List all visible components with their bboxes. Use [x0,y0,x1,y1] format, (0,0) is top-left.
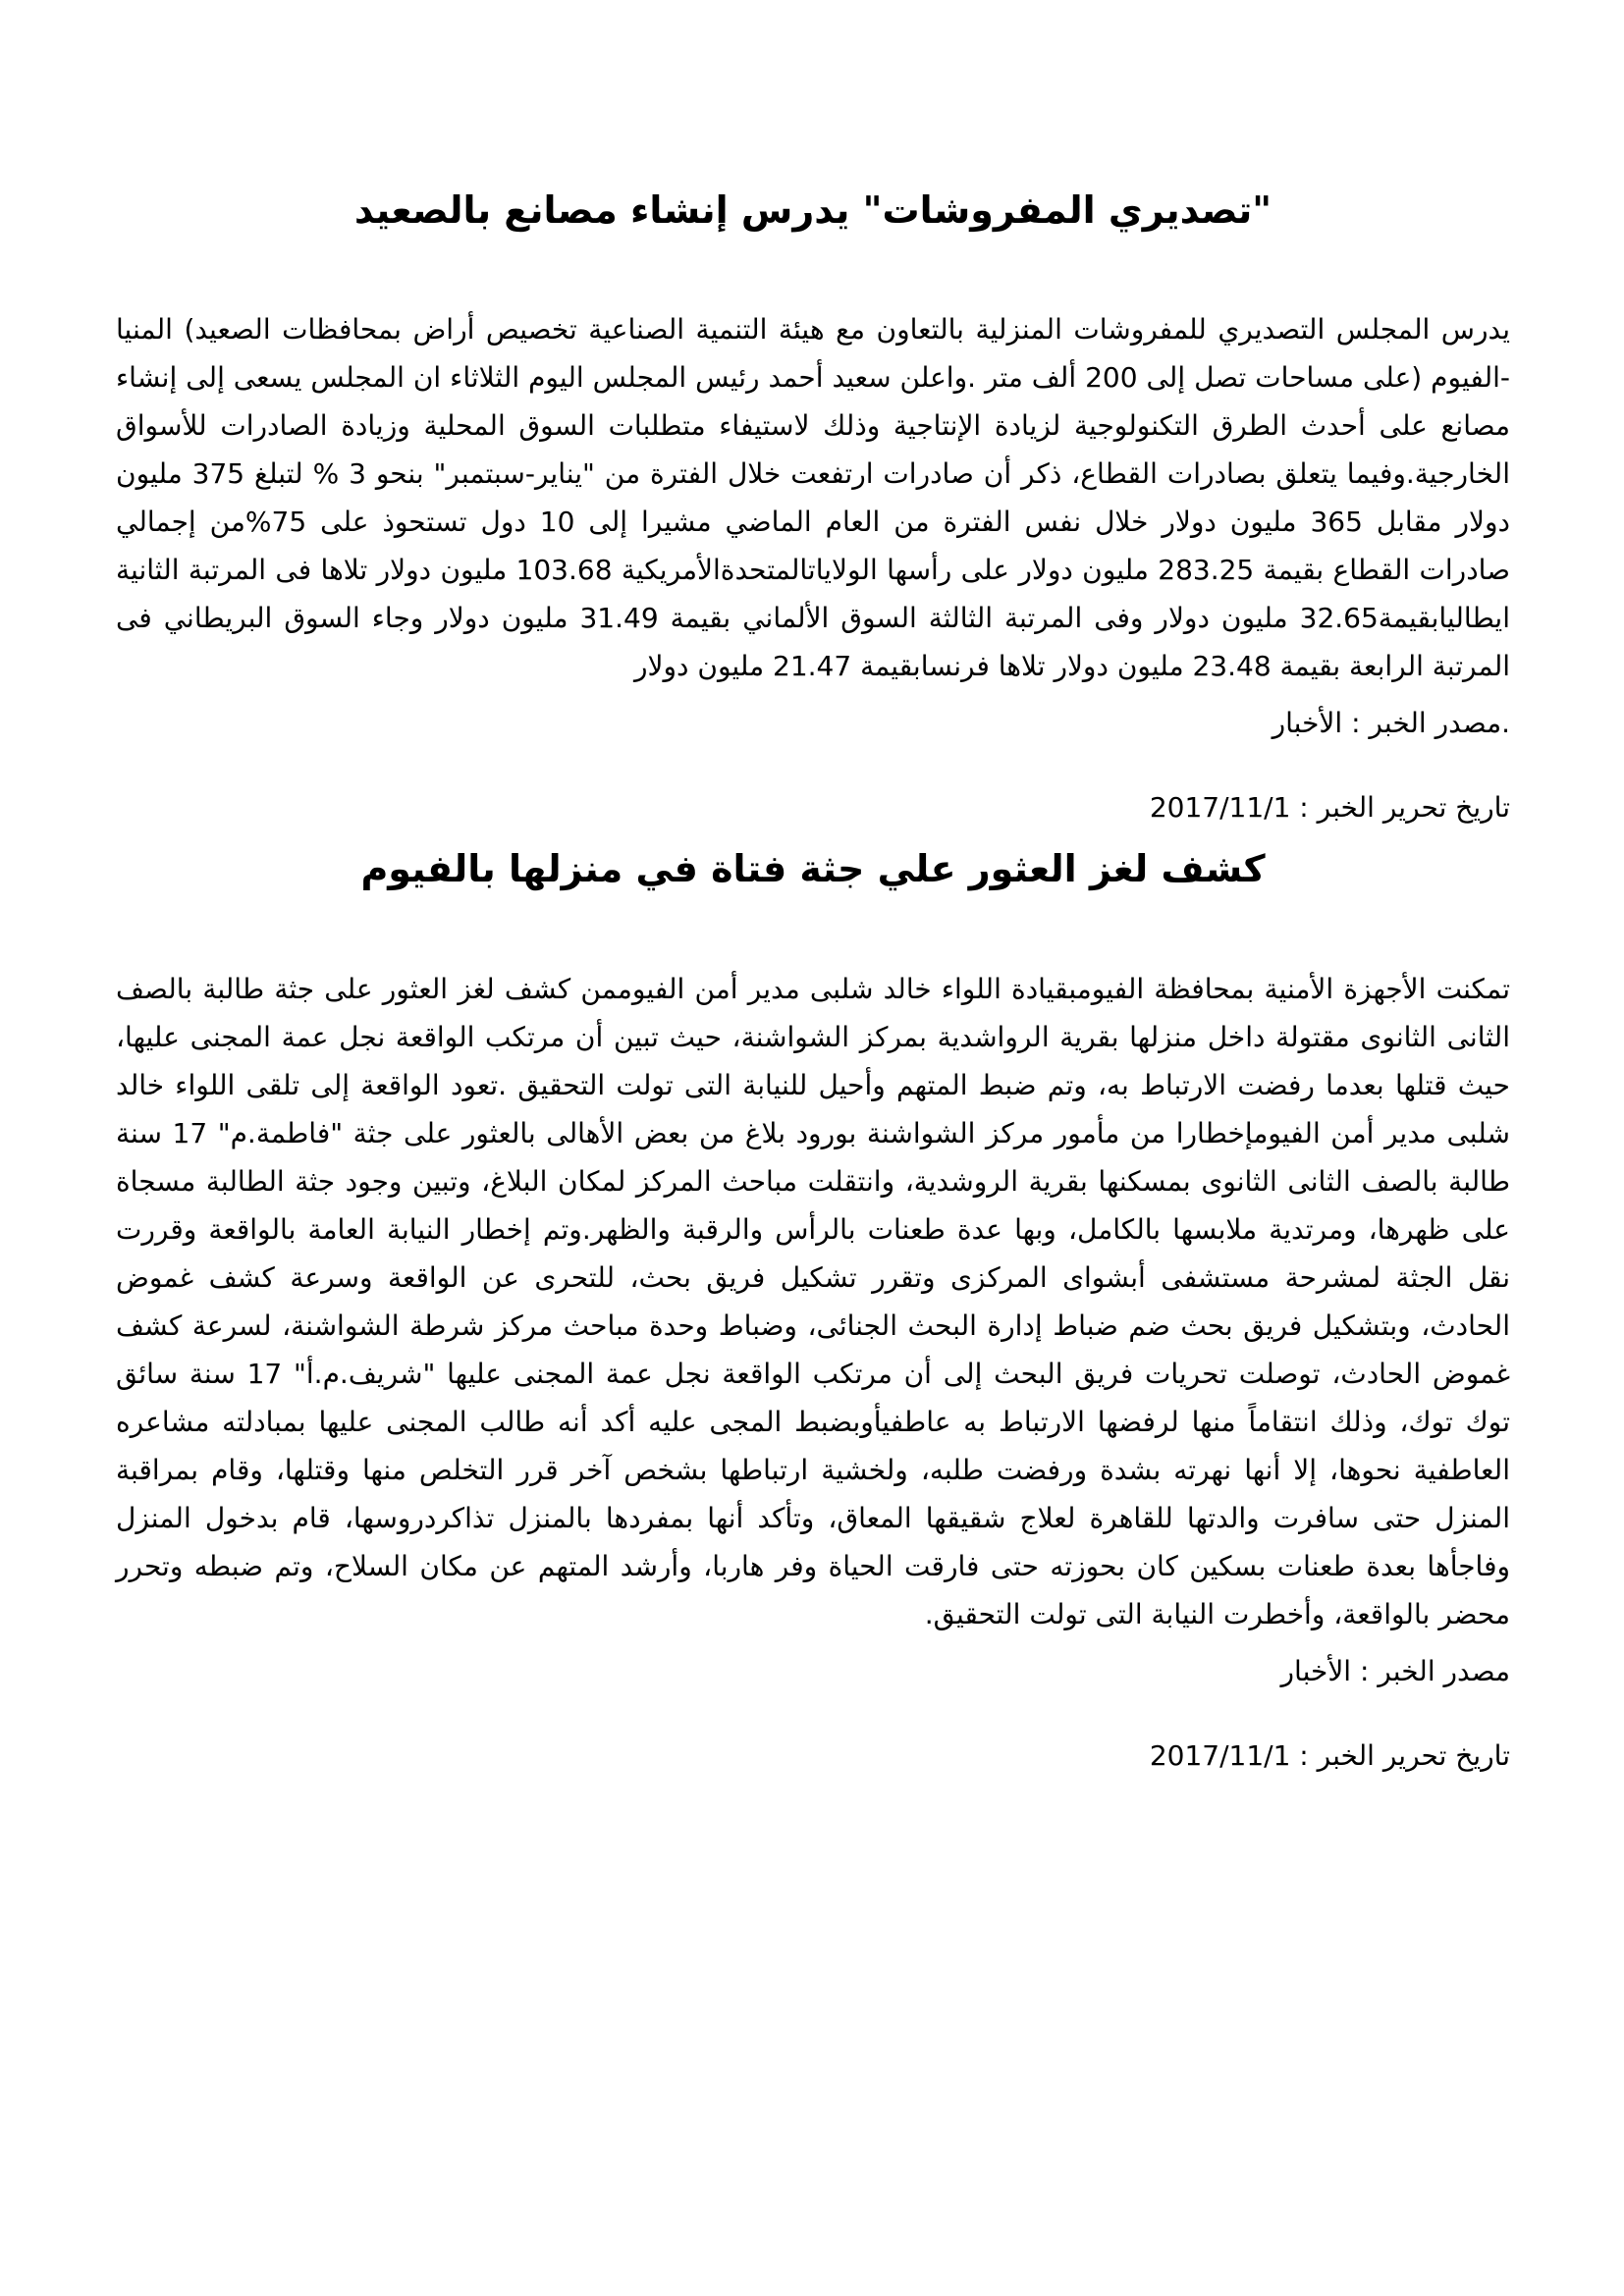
article-date: تاريخ تحرير الخبر : 2017/11/1 [1149,791,1510,825]
article-furniture-exports [116,187,1510,828]
article-fayoum-crime [116,845,1510,1775]
article-source: مصدر الخبر : الأخبار [1280,1654,1510,1687]
article-title: "تصديري المفروشات" يدرس إنشاء مصانع بالصعيد [353,188,1272,232]
article-date: تاريخ تحرير الخبر : 2017/11/1 [1149,1738,1510,1772]
article-source: .مصدر الخبر : الأخبار [1272,707,1510,740]
document-content [116,187,1510,1776]
article-body: يدرس المجلس التصديري للمفروشات المنزلية بالتعاون مع هيئة التنمية الصناعية تخصيص أراض بمحافظات الصعيد) المنيا -الفيوم (على مساحات تصل إلى 200 ألف متر .واعلن سعيد أحمد رئيس المجلس اليوم الثلاثاء ان المجلس يسعى إلى إنشاء مصانع على أحدث الطرق التكنولوجية لزيادة الإنتاجية وذلك لاستيفاء متطلبات السوق المحلية وزيادة الصادرات للأسواق الخارجية.وفيما يتعلق بصادرات القطاع، ذكر أن صادرات ارتفعت خلال الفترة من "يناير-سبتمبر" بنحو 3 % لتبلغ 375 مليون دولار مقابل 365 مليون دولار خلال نفس الفترة من العام الماضي مشيرا إلى 10 دول تستحوذ على 75%من إجمالي صادرات القطاع بقيمة 283.25 مليون دولار على رأسها الولاياتالمتحدةالأمريكية 103.68 مليون دولار تلاها فى المرتبة الثانية ايطاليابقيمة32.65 مليون دولار وفى المرتبة الثالثة السوق الألماني بقيمة 31.49 مليون دولار وجاء السوق البريطاني فى المرتبة الرابعة بقيمة 23.48 مليون دولار تلاها فرنسابقيمة 21.47 مليون دولار [116,313,1510,683]
article-body: تمكنت الأجهزة الأمنية بمحافظة الفيومبقيادة اللواء خالد شلبى مدير أمن الفيوممن كشف لغز العثور على جثة طالبة بالصف الثانى الثانوى مقتولة داخل منزلها بقرية الرواشدية بمركز الشواشنة، حيث تبين أن مرتكب الواقعة نجل عمة المجنى عليها، حيث قتلها بعدما رفضت الارتباط به، وتم ضبط المتهم وأحيل للنيابة التى تولت التحقيق .تعود الواقعة إلى تلقى اللواء خالد شلبى مدير أمن الفيومإخطارا من مأمور مركز الشواشنة بورود بلاغ من بعض الأهالى بالعثور على جثة "فاطمة.م" 17 سنة طالبة بالصف الثانى الثانوى بمسكنها بقرية الروشدية، وانتقلت مباحث المركز لمكان البلاغ، وتبين وجود جثة الطالبة مسجاة على ظهرها، ومرتدية ملابسها بالكامل، وبها عدة طعنات بالرأس والرقبة والظهر.وتم إخطار النيابة العامة بالواقعة وقررت نقل الجثة لمشرحة مستشفى أبشواى المركزى وتقرر تشكيل فريق بحث، للتحرى عن الواقعة وسرعة كشف غموض الحادث، وبتشكيل فريق بحث ضم ضباط إدارة البحث الجنائى، وضباط وحدة مباحث مركز شرطة الشواشنة، لسرعة كشف غموض الحادث، توصلت تحريات فريق البحث إلى أن مرتكب الواقعة نجل عمة المجنى عليها "شريف.م.أ" 17 سنة سائق توك توك، وذلك انتقاماً منها لرفضها الارتباط به عاطفيأوبضبط المجى عليه أكد أنه طالب المجنى عليها بمبادلته مشاعره العاطفية نحوها، إلا أنها نهرته بشدة ورفضت طلبه، ولخشية ارتباطها بشخص آخر قرر التخلص منها وقتلها، وقام بمراقبة المنزل حتى سافرت والدتها للقاهرة لعلاج شقيقها المعاق، وتأكد أنها بمفردها بالمنزل تذاكردروسها، قام بدخول المنزل وفاجأها بعدة طعنات بسكين كان بحوزته حتى فارقت الحياة وفر هاربا، وأرشد المتهم عن مكان السلاح، وتم ضبطه وتحرر محضر بالواقعة، وأخطرت النيابة التى تولت التحقيق. [116,972,1511,1630]
article-title: كشف لغز العثور علي جثة فتاة في منزلها بالفيوم [360,847,1266,891]
